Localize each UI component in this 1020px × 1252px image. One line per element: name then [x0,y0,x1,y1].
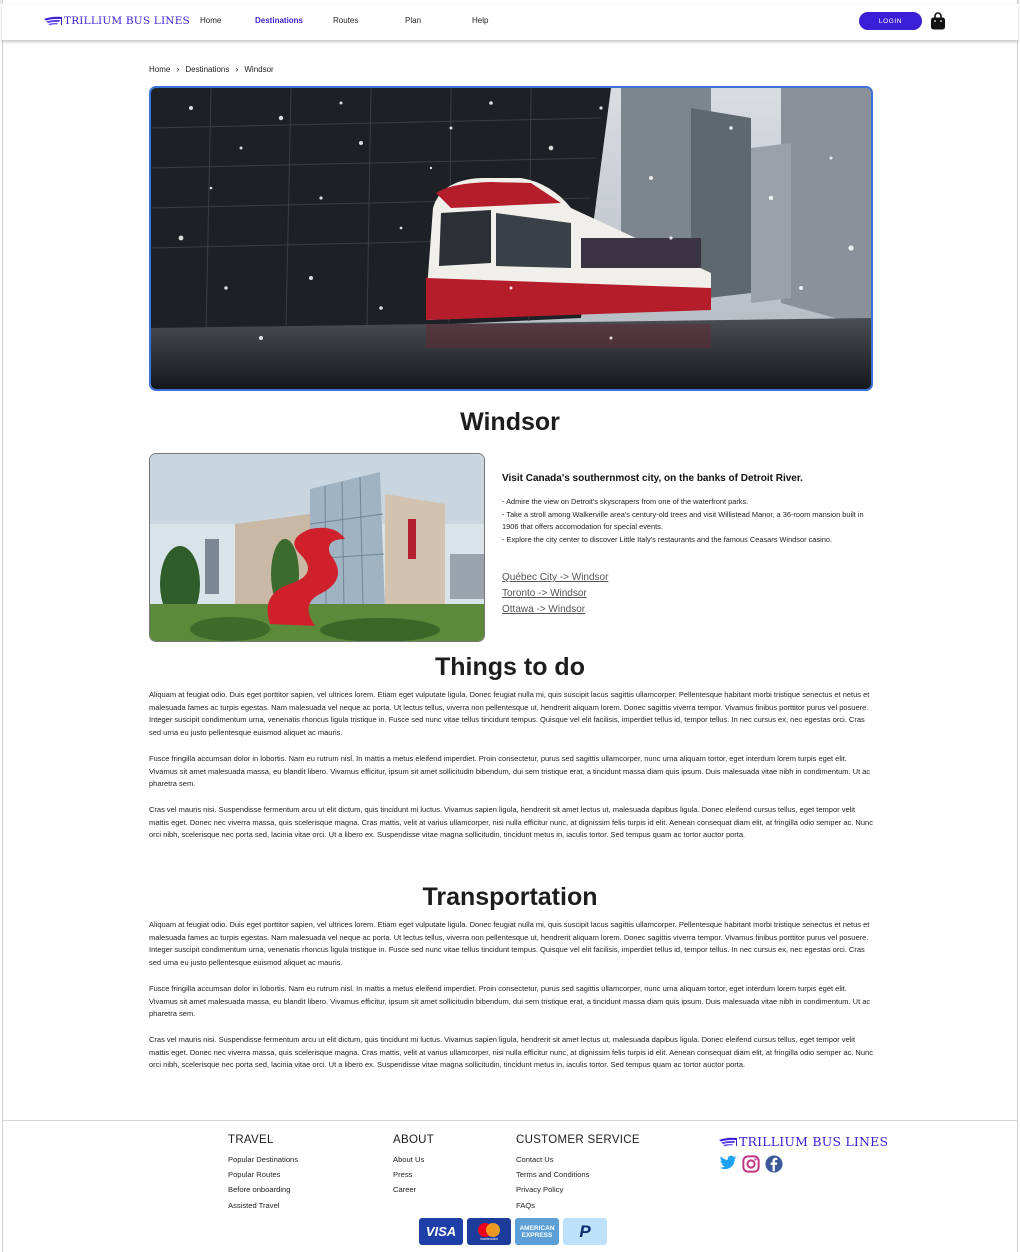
intro-heading: Visit Canada's southernmost city, on the banks of Detroit River. [502,473,803,484]
paragraph: Aliquam at feugiat odio. Duis eget porttitor sapien, vel ultrices lorem. Etiam eget vulputate ligula. Donec feugiat nulla mi, quis suscipit lacus sagittis ullamcorper. Pellentesque habitant morbi tristique senectus et netus et malesuada fames ac turpis egestas. Nam malesuada vel neque ac porta. Ut lectus tellus, viverra non pellentesque ut, hendrerit aliquam lorem. Donec sagittis viverra tempor. Vivamus finibus porttitor purus vel posuere. Integer suscipit condimentum urna, venenatis rhoncus ligula tristique in. Fusce sed nunc vitae tellus tincidunt tempus. Quisque vel elit facilisis, imperdiet tellus id, tempor tellus. In nec cursus ex, nec egestas orci. Cras sed urna eu justo pellentesque euismod aliquet ac mauris. [149,690,870,738]
breadcrumb-home[interactable]: Home [149,64,171,74]
wing-logo-icon [44,16,62,26]
payment-methods [419,1218,607,1245]
city-intro [502,473,874,546]
transportation-title: Transportation [422,883,598,911]
footer-link[interactable]: Popular Destinations [228,1155,299,1164]
social-links [719,1155,783,1173]
brand-logo[interactable] [44,15,190,27]
breadcrumb-current: Windsor [244,64,274,74]
intro-bullet: - Explore the city center to discover Little Italy's restaurants and the famous Ceasars Windsor casino. [502,534,833,544]
footer-link[interactable]: Terms and Conditions [516,1170,590,1180]
breadcrumb-destinations[interactable]: Destinations [185,64,230,74]
route-link-toronto[interactable]: Toronto -> Windsor [502,588,587,599]
things-to-do-title: Things to do [435,653,585,681]
transportation-text [149,919,873,1085]
footer-link[interactable]: Before onboarding [228,1185,291,1195]
nav-home[interactable]: Home [200,16,222,25]
footer-heading: ABOUT [393,1134,435,1146]
footer-link[interactable]: Popular Routes [228,1170,281,1180]
twitter-icon[interactable] [719,1155,737,1171]
footer-travel [228,1134,298,1213]
footer-link[interactable]: Privacy Policy [516,1185,564,1195]
intro-bullet: - Take a stroll among Walkerville area's century-old trees and visit Willistead Manor, a 36-room mansion built in 1906 that offers accomodation for special events. [502,509,864,532]
paragraph: Cras vel mauris nisi. Suspendisse fermentum arcu ut elit dictum, quis tincidunt mi luctus. Vivamus sapien ligula, hendrerit sit amet lectus ut, malesuada dapibus ligula. Donec eleifend cursus tellus, eget tempor velit mattis eget. Donec nec viverra massa, quis scelerisque magna. Cras mattis, velit at varius ullamcorper, nisi nulla efficitur nunc, at dignissim felis turpis id elit. Aenean consequat diam elit, at fringilla odio semper ac. Nunc orci nibh, scelerisque nec porta sed, lacinia vitae orci. Ut a libero ex. Suspendisse vitae magna sollicitudin, tincidunt metus in, iaculis tortor. Sed tempus quam ac tortor auctor porta. [149,804,873,840]
footer-link[interactable]: Career [393,1185,417,1195]
footer-link[interactable]: About Us [393,1155,425,1164]
paragraph: Fusce fringilla accumsan dolor in lobortis. Nam eu rutrum nisl. In mattis a metus eleifend imperdiet. Proin consectetur, purus sed sagittis ullamcorper, nunc urna aliquam tortor, eget interdum lorem turpis eget elit. Vivamus sit amet malesuada massa, eu blandit libero. Vivamus efficitur, ipsum sit amet sollicitudin bibendum, dui sem tristique erat, a tincidunt massa diam quis ipsum. Duis malesuada vitae nibh in condimentum. Ut ac pharetra sem. [149,753,871,789]
footer-link[interactable]: Assisted Travel [228,1200,280,1210]
footer-link[interactable]: Contact Us [516,1155,554,1164]
nav-routes[interactable]: Routes [333,16,359,25]
paragraph: Aliquam at feugiat odio. Duis eget porttitor sapien, vel ultrices lorem. Etiam eget vulputate ligula. Donec feugiat nulla mi, quis suscipit lacus sagittis ullamcorper. Pellentesque habitant morbi tristique senectus et netus et malesuada fames ac turpis egestas. Nam malesuada vel neque ac porta. Ut lectus tellus, viverra non pellentesque ut, hendrerit aliquam lorem. Donec sagittis viverra tempor. Vivamus finibus porttitor purus vel posuere. Integer suscipit condimentum urna, venenatis rhoncus ligula tristique in. Fusce sed nunc vitae tellus tincidunt tempus. Quisque vel elit facilisis, imperdiet tellus id, tempor tellus. In nec cursus ex, nec egestas orci. Cras sed urna eu justo pellentesque euismod aliquet ac mauris. [149,920,870,968]
breadcrumb [149,64,274,74]
brand-name: TRILLIUM BUS LINES [64,15,190,27]
wing-logo-icon [719,1137,737,1147]
amex-card-icon: AMERICAN EXPRESS [515,1218,559,1245]
intro-bullet: - Admire the view on Detroit's skyscrapers from one of the waterfront parks. [502,497,749,506]
visa-card-icon: VISA [419,1218,463,1245]
route-links [502,572,608,620]
facebook-icon[interactable] [765,1155,783,1173]
nav-destinations[interactable]: Destinations [255,16,304,25]
instagram-icon[interactable] [742,1155,760,1173]
footer-customer-service [516,1134,640,1213]
hero-image [149,86,873,391]
login-button[interactable]: LOGIN [859,12,922,30]
paragraph: Fusce fringilla accumsan dolor in lobortis. Nam eu rutrum nisl. In mattis a metus eleifend imperdiet. Proin consectetur, purus sed sagittis ullamcorper, nunc urna aliquam tortor, eget interdum lorem turpis eget elit. Vivamus sit amet malesuada massa, eu blandit libero. Vivamus efficitur, ipsum sit amet sollicitudin bibendum, dui sem tristique erat, a tincidunt massa diam quis ipsum. Duis malesuada vitae nibh in condimentum. Ut ac pharetra sem. [149,983,871,1019]
footer-link[interactable]: Press [393,1170,413,1180]
route-link-ottawa[interactable]: Ottawa -> Windsor [502,604,586,615]
brand-name: TRILLIUM BUS LINES [739,1134,889,1149]
chevron-right-icon: › [235,64,239,74]
paragraph: Cras vel mauris nisi. Suspendisse fermentum arcu ut elit dictum, quis tincidunt mi luctus. Vivamus sapien ligula, hendrerit sit amet lectus ut, malesuada dapibus ligula. Donec eleifend cursus tellus, eget tempor velit mattis eget. Donec nec viverra massa, quis scelerisque magna. Cras mattis, velit at varius ullamcorper, nisi nulla efficitur nunc, at dignissim felis turpis id elit. Aenean consequat diam elit, at fringilla odio semper ac. Nunc orci nibh, scelerisque nec porta sed, lacinia vitae orci. Ut a libero ex. Suspendisse vitae magna sollicitudin, tincidunt metus in, iaculis tortor. Sed tempus quam ac tortor auctor porta. [149,1034,873,1070]
city-image [149,453,485,642]
things-to-do-text [149,689,873,855]
nav-plan[interactable]: Plan [405,16,422,25]
route-link-quebec[interactable]: Québec City -> Windsor [502,572,609,583]
footer-heading: TRAVEL [228,1134,274,1146]
nav-help[interactable]: Help [472,16,489,25]
footer-brand-logo[interactable] [719,1134,888,1149]
top-navbar [2,4,1018,40]
chevron-right-icon: › [176,64,180,74]
footer-about [393,1134,434,1198]
footer-link[interactable]: FAQs [516,1200,535,1210]
city-title: Windsor [460,408,560,436]
paypal-icon: P [563,1218,607,1245]
footer-divider [2,1120,1018,1121]
mastercard-icon: mastercard [467,1218,511,1245]
shopping-bag-icon[interactable] [930,12,946,30]
footer-heading: CUSTOMER SERVICE [516,1134,640,1146]
